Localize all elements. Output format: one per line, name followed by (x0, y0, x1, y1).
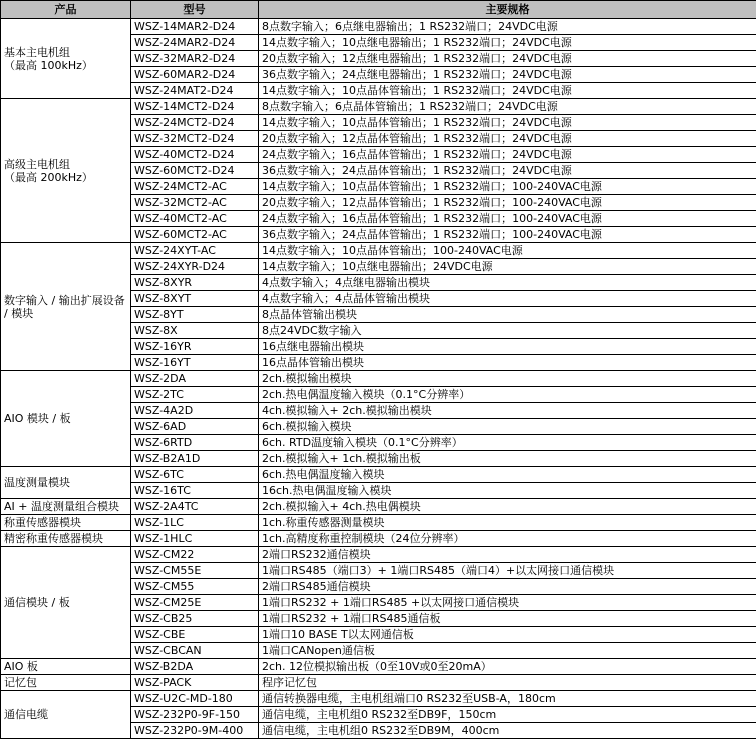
spec-cell: 1端口RS232 + 1端口RS485通信板 (259, 611, 756, 627)
model-cell: WSZ-24MCT2-D24 (131, 115, 259, 131)
model-cell: WSZ-1HLC (131, 531, 259, 547)
model-cell: WSZ-24MAR2-D24 (131, 35, 259, 51)
category-cell (1, 467, 131, 499)
spec-cell: 1端口RS485（端口3）+ 1端口RS485（端口4）+以太网接口通信模块 (259, 563, 756, 579)
table-body (1, 19, 756, 739)
spec-cell: 通信转换器电缆，主电机组端口0 RS232至USB-A，180cm (259, 691, 756, 707)
model-cell: WSZ-8XYT (131, 291, 259, 307)
category-cell (1, 659, 131, 675)
category-label: AIO 板 (4, 660, 38, 673)
header-model: 型号 (131, 1, 259, 19)
category-cell (1, 691, 131, 739)
model-cell: WSZ-24MCT2-AC (131, 179, 259, 195)
model-cell: WSZ-B2A1D (131, 451, 259, 467)
model-cell: WSZ-CM22 (131, 547, 259, 563)
model-cell: WSZ-14MAR2-D24 (131, 19, 259, 35)
category-label: 数字输入 / 输出扩展设备 / 模块 (4, 293, 125, 320)
spec-cell: 2端口RS232通信模块 (259, 547, 756, 563)
model-cell: WSZ-6RTD (131, 435, 259, 451)
category-cell (1, 547, 131, 659)
spec-cell: 16点晶体管输出模块 (259, 355, 756, 371)
table-row (1, 675, 756, 691)
model-cell: WSZ-PACK (131, 675, 259, 691)
model-cell: WSZ-CBE (131, 627, 259, 643)
model-cell: WSZ-14MCT2-D24 (131, 99, 259, 115)
category-label: （最高 200kHz） (4, 170, 93, 184)
table-row (1, 547, 756, 563)
category-label: 称重传感器模块 (4, 516, 81, 529)
spec-cell: 8点数字输入；6点晶体管输出；1 RS232端口；24VDC电源 (259, 99, 756, 115)
model-cell: WSZ-8X (131, 323, 259, 339)
category-cell (1, 675, 131, 691)
spec-cell: 20点数字输入；12点晶体管输出；1 RS232端口；24VDC电源 (259, 131, 756, 147)
spec-cell: 4点数字输入；4点继电器输出模块 (259, 275, 756, 291)
spec-cell: 4点数字输入；4点晶体管输出模块 (259, 291, 756, 307)
spec-cell: 6ch. RTD温度输入模块（0.1°C分辨率） (259, 435, 756, 451)
model-cell: WSZ-B2DA (131, 659, 259, 675)
category-label: 精密称重传感器模块 (4, 532, 103, 545)
spec-cell: 2ch. 12位模拟输出板（0至10V或0至20mA） (259, 659, 756, 675)
header-product: 产品 (1, 1, 131, 19)
model-cell: WSZ-CM25E (131, 595, 259, 611)
spec-cell: 通信电缆，主电机组0 RS232至DB9F，150cm (259, 707, 756, 723)
model-cell: WSZ-8XYR (131, 275, 259, 291)
table-row (1, 371, 756, 387)
category-label: AIO 模块 / 板 (4, 412, 71, 425)
spec-cell: 2ch.模拟输入+ 4ch.热电偶模块 (259, 499, 756, 515)
model-cell: WSZ-16YR (131, 339, 259, 355)
table-row (1, 99, 756, 115)
model-cell: WSZ-60MCT2-D24 (131, 163, 259, 179)
category-cell (1, 515, 131, 531)
spec-cell: 2ch.模拟输出模块 (259, 371, 756, 387)
spec-cell: 1端口RS232 + 1端口RS485 +以太网接口通信模块 (259, 595, 756, 611)
spec-cell: 14点数字输入；10点晶体管输出；1 RS232端口；24VDC电源 (259, 115, 756, 131)
header-spec: 主要规格 (259, 1, 756, 19)
model-cell: WSZ-232P0-9F-150 (131, 707, 259, 723)
spec-cell: 24点数字输入；16点晶体管输出；1 RS232端口；100-240VAC电源 (259, 211, 756, 227)
spec-cell: 6ch.模拟输入模块 (259, 419, 756, 435)
spec-cell: 程序记忆包 (259, 675, 756, 691)
spec-cell: 4ch.模拟输入+ 2ch.模拟输出模块 (259, 403, 756, 419)
model-cell: WSZ-CM55 (131, 579, 259, 595)
model-cell: WSZ-32MCT2-D24 (131, 131, 259, 147)
table-row (1, 659, 756, 675)
spec-cell: 通信电缆，主电机组0 RS232至DB9M，400cm (259, 723, 756, 739)
spec-cell: 2ch.热电偶温度输入模块（0.1°C分辨率） (259, 387, 756, 403)
spec-cell: 8点晶体管输出模块 (259, 307, 756, 323)
spec-cell: 16点继电器输出模块 (259, 339, 756, 355)
model-cell: WSZ-32MCT2-AC (131, 195, 259, 211)
model-cell: WSZ-6TC (131, 467, 259, 483)
table-row (1, 531, 756, 547)
spec-cell: 2端口RS485通信模块 (259, 579, 756, 595)
model-cell: WSZ-40MCT2-D24 (131, 147, 259, 163)
model-cell: WSZ-16TC (131, 483, 259, 499)
category-label: 记忆包 (4, 676, 37, 689)
spec-cell: 1ch.称重传感器测量模块 (259, 515, 756, 531)
category-label: AI + 温度测量组合模块 (4, 500, 119, 513)
model-cell: WSZ-232P0-9M-400 (131, 723, 259, 739)
model-cell: WSZ-60MCT2-AC (131, 227, 259, 243)
model-cell: WSZ-2TC (131, 387, 259, 403)
category-cell (1, 243, 131, 371)
category-label: 基本主电机组 (4, 45, 70, 59)
category-cell (1, 371, 131, 467)
model-cell: WSZ-U2C-MD-180 (131, 691, 259, 707)
spec-cell: 36点数字输入；24点继电器输出；1 RS232端口；24VDC电源 (259, 67, 756, 83)
category-label: 通信电缆 (4, 708, 48, 721)
category-label: （最高 100kHz） (4, 58, 93, 72)
model-cell: WSZ-CM55E (131, 563, 259, 579)
spec-cell: 36点数字输入；24点晶体管输出；1 RS232端口；24VDC电源 (259, 163, 756, 179)
spec-cell: 20点数字输入；12点继电器输出；1 RS232端口；24VDC电源 (259, 51, 756, 67)
spec-cell: 16ch.热电偶温度输入模块 (259, 483, 756, 499)
category-cell (1, 531, 131, 547)
model-cell: WSZ-8YT (131, 307, 259, 323)
model-cell: WSZ-60MAR2-D24 (131, 67, 259, 83)
spec-cell: 2ch.模拟输入+ 1ch.模拟输出板 (259, 451, 756, 467)
spec-cell: 8点数字输入；6点继电器输出；1 RS232端口；24VDC电源 (259, 19, 756, 35)
table-row (1, 691, 756, 707)
table-row (1, 467, 756, 483)
spec-cell: 1端口10 BASE T以太网通信板 (259, 627, 756, 643)
table-row (1, 243, 756, 259)
spec-cell: 6ch.热电偶温度输入模块 (259, 467, 756, 483)
model-cell: WSZ-4A2D (131, 403, 259, 419)
model-cell: WSZ-1LC (131, 515, 259, 531)
spec-cell: 36点数字输入；24点晶体管输出；1 RS232端口；100-240VAC电源 (259, 227, 756, 243)
spec-cell: 8点24VDC数字输入 (259, 323, 756, 339)
spec-cell: 14点数字输入；10点继电器输出；1 RS232端口；24VDC电源 (259, 35, 756, 51)
model-cell: WSZ-32MAR2-D24 (131, 51, 259, 67)
model-cell: WSZ-2A4TC (131, 499, 259, 515)
category-label: 通信模块 / 板 (4, 596, 70, 609)
model-cell: WSZ-24MAT2-D24 (131, 83, 259, 99)
table-header-row (1, 1, 756, 19)
category-cell (1, 499, 131, 515)
model-cell: WSZ-24XYT-AC (131, 243, 259, 259)
spec-cell: 1ch.高精度称重控制模块（24位分辨率） (259, 531, 756, 547)
category-cell (1, 99, 131, 243)
model-cell: WSZ-CBCAN (131, 643, 259, 659)
category-cell (1, 19, 131, 99)
category-label: 温度测量模块 (4, 476, 70, 489)
spec-cell: 14点数字输入；10点晶体管输出；100-240VAC电源 (259, 243, 756, 259)
model-cell: WSZ-40MCT2-AC (131, 211, 259, 227)
spec-cell: 14点数字输入；10点晶体管输出；1 RS232端口；100-240VAC电源 (259, 179, 756, 195)
spec-cell: 24点数字输入；16点晶体管输出；1 RS232端口；24VDC电源 (259, 147, 756, 163)
model-cell: WSZ-6AD (131, 419, 259, 435)
table-row (1, 515, 756, 531)
model-cell: WSZ-CB25 (131, 611, 259, 627)
model-cell: WSZ-24XYR-D24 (131, 259, 259, 275)
model-cell: WSZ-2DA (131, 371, 259, 387)
model-cell: WSZ-16YT (131, 355, 259, 371)
table-row (1, 499, 756, 515)
category-label: 高级主电机组 (4, 157, 70, 171)
spec-cell: 14点数字输入；10点继电器输出；24VDC电源 (259, 259, 756, 275)
spec-cell: 1端口CANopen通信板 (259, 643, 756, 659)
table-row (1, 19, 756, 35)
spec-cell: 20点数字输入；12点晶体管输出；1 RS232端口；100-240VAC电源 (259, 195, 756, 211)
spec-cell: 14点数字输入；10点晶体管输出；1 RS232端口；24VDC电源 (259, 83, 756, 99)
